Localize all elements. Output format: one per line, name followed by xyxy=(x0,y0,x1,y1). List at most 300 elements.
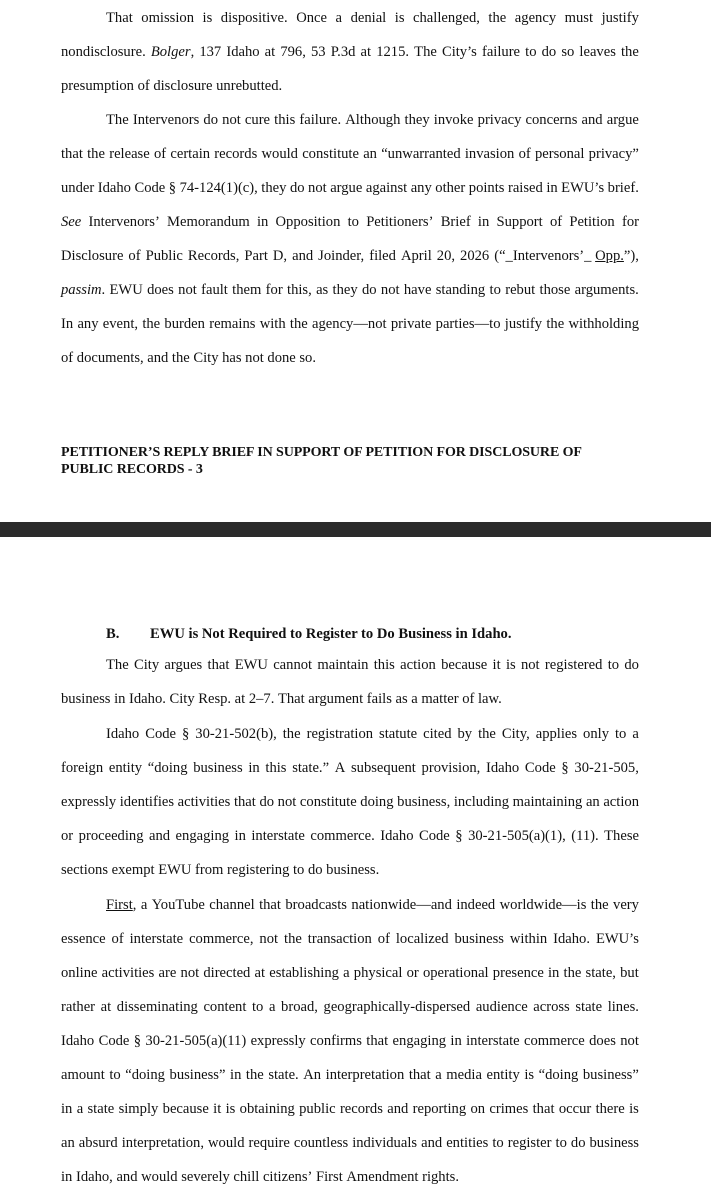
word: essence xyxy=(61,931,106,947)
body-line xyxy=(106,656,639,674)
word: of xyxy=(549,214,563,230)
word: them xyxy=(232,282,262,298)
word: in xyxy=(546,180,558,196)
word: disclosure xyxy=(153,78,213,94)
word: engaging xyxy=(392,1033,447,1049)
word: EWU’s xyxy=(595,931,639,947)
word: not xyxy=(620,1033,639,1049)
word: business xyxy=(589,1135,639,1151)
word: denial xyxy=(350,10,387,26)
word: simply xyxy=(118,1101,159,1117)
word: the xyxy=(563,965,582,981)
word: These xyxy=(604,828,639,844)
word: release xyxy=(109,146,150,162)
word: expressly xyxy=(61,794,117,810)
word: withholding xyxy=(568,316,639,332)
word: rebut xyxy=(505,282,536,298)
word: for xyxy=(265,282,283,298)
word: to xyxy=(293,862,305,878)
body-line xyxy=(106,725,639,743)
word: passim. xyxy=(61,282,106,298)
word: commerce, xyxy=(189,931,254,947)
word: worldwide—is xyxy=(499,897,587,913)
word: it xyxy=(492,657,501,673)
page-break-divider xyxy=(0,522,711,537)
footer-caption xyxy=(61,444,661,478)
word: personal xyxy=(534,146,585,162)
word: in xyxy=(548,965,560,981)
word: fails xyxy=(366,691,392,707)
word: and xyxy=(387,1101,409,1117)
word: with xyxy=(259,316,286,332)
word: is xyxy=(225,1101,236,1117)
word: does xyxy=(147,282,174,298)
word: First xyxy=(315,1169,343,1185)
body-line xyxy=(61,998,639,1016)
word: City, xyxy=(501,726,530,742)
word: D, xyxy=(272,248,288,264)
word: state, xyxy=(585,965,616,981)
body-line xyxy=(61,759,639,777)
word: argument xyxy=(308,691,364,707)
word: business. xyxy=(326,862,380,878)
word: EWU xyxy=(158,862,192,878)
word: 30-21-505(a)(1), xyxy=(468,828,566,844)
word: of xyxy=(153,146,167,162)
word: business” xyxy=(582,1067,639,1083)
word: physical xyxy=(353,965,403,981)
word: not xyxy=(520,657,540,673)
word: the xyxy=(87,146,105,162)
word: any xyxy=(77,316,99,332)
word: geographically-dispersed xyxy=(323,999,471,1015)
word: § xyxy=(168,180,177,196)
word: Code xyxy=(98,1033,130,1049)
word: that xyxy=(233,794,256,810)
word: on xyxy=(470,1101,486,1117)
word: maintain xyxy=(317,657,369,673)
word: proceeding xyxy=(78,828,144,844)
word: business xyxy=(61,691,111,707)
word: Idaho xyxy=(61,1033,95,1049)
word: Idaho xyxy=(106,726,140,742)
word: a xyxy=(140,897,148,913)
word: Amendment xyxy=(346,1169,419,1185)
word: broadcasts xyxy=(285,897,347,913)
word: Code xyxy=(418,828,450,844)
word: the xyxy=(546,316,565,332)
word: In xyxy=(61,316,74,332)
word: “unwarranted xyxy=(381,146,461,162)
word: not xyxy=(245,350,264,366)
body-line xyxy=(61,315,639,333)
word: Intervenors xyxy=(132,112,200,128)
body-line xyxy=(61,145,639,163)
word: localized xyxy=(395,931,449,947)
word: 1215. xyxy=(376,44,410,60)
word: records xyxy=(339,1101,383,1117)
word: state. xyxy=(268,1067,299,1083)
word: interpretation xyxy=(325,1067,405,1083)
word: privacy xyxy=(477,112,522,128)
word: doing xyxy=(360,794,394,810)
word: of xyxy=(137,78,150,94)
word: not xyxy=(180,965,200,981)
word: the xyxy=(284,931,302,947)
body-line xyxy=(106,896,639,914)
word: to xyxy=(347,214,359,230)
word: do xyxy=(362,282,377,298)
word: justify xyxy=(504,316,543,332)
body-line xyxy=(61,793,639,811)
word: register xyxy=(507,1135,552,1151)
word: this xyxy=(373,657,395,673)
word: Records, xyxy=(187,248,240,264)
word: An xyxy=(303,1067,322,1083)
word: Part xyxy=(244,248,268,264)
word: Public xyxy=(145,248,183,264)
word: in xyxy=(248,760,260,776)
word: to xyxy=(614,726,627,742)
word: EWU xyxy=(234,657,268,673)
body-line xyxy=(61,1168,639,1186)
word: maintaining xyxy=(512,794,583,810)
word: failure xyxy=(481,44,521,60)
word: points xyxy=(468,180,505,196)
word: action xyxy=(603,794,639,810)
word: interpretation, xyxy=(121,1135,204,1151)
body-line xyxy=(61,179,639,197)
word: chill xyxy=(233,1169,260,1185)
word: operational xyxy=(422,965,489,981)
word: is xyxy=(505,657,516,673)
word: That xyxy=(106,10,133,26)
word: under xyxy=(61,180,95,196)
word: the xyxy=(478,726,496,742)
word: presence xyxy=(492,965,544,981)
body-line xyxy=(61,930,639,948)
word: Memorandum xyxy=(167,214,250,230)
word: at xyxy=(234,691,246,707)
word: at xyxy=(254,965,266,981)
word: expressly xyxy=(250,1033,306,1049)
word: omission xyxy=(141,10,194,26)
word: entity xyxy=(486,1067,520,1083)
word: 30-21-505(a)(11) xyxy=(145,1033,247,1049)
word: that xyxy=(259,897,281,913)
word: § xyxy=(133,1033,142,1049)
word: 20, xyxy=(436,248,456,264)
word: but xyxy=(620,965,639,981)
word: severely xyxy=(181,1169,230,1185)
word: to xyxy=(555,1135,567,1151)
word: (“_Intervenors’_ Opp.”), xyxy=(494,248,639,264)
word: nationwide—and xyxy=(351,897,452,913)
word: an xyxy=(363,146,377,162)
word: to xyxy=(525,44,537,60)
body-line xyxy=(61,281,639,299)
word: other xyxy=(435,180,466,196)
word: § xyxy=(182,726,190,742)
word: “doing xyxy=(125,1067,165,1083)
body-line xyxy=(61,43,639,61)
word: do xyxy=(624,657,639,673)
word: and xyxy=(581,112,603,128)
word: the xyxy=(282,726,301,742)
body-line xyxy=(61,1066,639,1084)
word: would xyxy=(208,1135,245,1151)
body-line xyxy=(61,690,639,708)
word: that xyxy=(408,1067,431,1083)
word: it xyxy=(213,1101,222,1117)
word: interstate xyxy=(466,1033,520,1049)
word: do xyxy=(307,862,323,878)
body-line xyxy=(61,349,639,367)
word: Idaho xyxy=(97,180,131,196)
word: a xyxy=(343,965,350,981)
word: and xyxy=(147,350,169,366)
word: the xyxy=(289,316,308,332)
word: 2026 xyxy=(460,248,490,264)
word: individuals xyxy=(352,1135,418,1151)
word: and xyxy=(292,248,314,264)
word: engaging xyxy=(175,828,230,844)
word: at xyxy=(100,999,112,1015)
word: they xyxy=(332,282,358,298)
word: do xyxy=(259,794,275,810)
word: challenged, xyxy=(413,10,480,26)
word: very xyxy=(613,897,639,913)
word: indeed xyxy=(456,897,496,913)
word: 74-124(1)(c), xyxy=(179,180,258,196)
word: require xyxy=(248,1135,290,1151)
word: in xyxy=(450,1033,462,1049)
word: in xyxy=(61,1101,73,1117)
word: concerns xyxy=(525,112,578,128)
word: would xyxy=(141,1169,178,1185)
word: Idaho, xyxy=(75,1169,113,1185)
word: Bolger, xyxy=(150,44,195,60)
word: is xyxy=(202,10,213,26)
word: in xyxy=(256,214,269,230)
word: for xyxy=(621,214,639,230)
word: filed xyxy=(369,248,396,264)
word: Disclosure xyxy=(61,248,124,264)
word: commerce. xyxy=(310,828,375,844)
word: done xyxy=(267,350,296,366)
word: invoke xyxy=(433,112,474,128)
word: the xyxy=(488,10,507,26)
word: of xyxy=(61,350,74,366)
word: agency—not xyxy=(312,316,387,332)
word: that xyxy=(61,146,83,162)
word: The xyxy=(414,44,437,60)
word: records xyxy=(214,146,258,162)
word: Opposition xyxy=(275,214,341,230)
body-line xyxy=(61,213,639,231)
word: private xyxy=(390,316,432,332)
word: to xyxy=(109,1067,121,1083)
word: do xyxy=(570,1135,586,1151)
word: brief. xyxy=(607,180,639,196)
word: nondisclosure. xyxy=(61,44,146,60)
body-line xyxy=(61,827,639,845)
word: registered xyxy=(544,657,603,673)
word: agency xyxy=(514,10,557,26)
word: leaves xyxy=(579,44,616,60)
word: presumption xyxy=(61,78,134,94)
word: not xyxy=(222,112,241,128)
word: and xyxy=(148,828,171,844)
word: state xyxy=(575,999,603,1015)
word: “doing xyxy=(147,760,188,776)
word: do xyxy=(289,180,305,196)
word: YouTube xyxy=(151,897,205,913)
word: Code xyxy=(145,726,177,742)
word: a xyxy=(632,726,639,742)
word: any xyxy=(410,180,432,196)
word: public xyxy=(299,1101,336,1117)
word: event, xyxy=(102,316,139,332)
word: confirms xyxy=(310,1033,362,1049)
word: City xyxy=(169,691,195,707)
word: Although xyxy=(345,112,401,128)
word: EWU’s xyxy=(561,180,605,196)
word: action xyxy=(400,657,436,673)
word: privacy” xyxy=(588,146,639,162)
word: not xyxy=(178,282,197,298)
word: state.” xyxy=(292,760,330,776)
word: invasion xyxy=(464,146,515,162)
word: and xyxy=(421,1135,443,1151)
word: including xyxy=(453,794,509,810)
word: 53 xyxy=(310,44,326,60)
word: establishing xyxy=(269,965,339,981)
word: this, xyxy=(287,282,312,298)
word: foreign xyxy=(61,760,104,776)
word: crimes xyxy=(489,1101,529,1117)
word: from xyxy=(195,862,224,878)
word: a xyxy=(76,1101,84,1117)
word: City xyxy=(133,657,160,673)
word: EWU xyxy=(109,282,143,298)
word: rather xyxy=(61,999,96,1015)
word: lines. xyxy=(607,999,639,1015)
word: April xyxy=(400,248,432,264)
word: across xyxy=(533,999,570,1015)
word: as xyxy=(316,282,329,298)
word: or xyxy=(61,828,74,844)
word: countless xyxy=(293,1135,349,1151)
word: City’s xyxy=(441,44,477,60)
word: so xyxy=(561,44,575,60)
word: See xyxy=(61,214,82,230)
word: interstate xyxy=(129,931,184,947)
word: Brief xyxy=(440,214,471,230)
word: A xyxy=(334,760,346,776)
word: rights. xyxy=(422,1169,459,1185)
word: registering xyxy=(226,862,290,878)
word: business, xyxy=(397,794,451,810)
word: Petition xyxy=(569,214,615,230)
word: those xyxy=(539,282,571,298)
word: that xyxy=(532,1101,555,1117)
word: reporting xyxy=(412,1101,467,1117)
footer-line: PETITIONER’S REPLY BRIEF IN SUPPORT OF PETITION FOR DISCLOSURE OF xyxy=(61,445,582,460)
word: failure. xyxy=(299,112,342,128)
body-line xyxy=(61,1134,639,1152)
word: is xyxy=(524,1067,535,1083)
word: parties—to xyxy=(435,316,501,332)
word: of xyxy=(377,931,390,947)
word: has xyxy=(222,350,242,366)
word: does xyxy=(589,1033,616,1049)
word: in xyxy=(477,214,490,230)
word: so. xyxy=(299,350,316,366)
word: Code xyxy=(134,180,166,196)
word: not xyxy=(259,931,279,947)
word: to xyxy=(607,657,620,673)
word: and xyxy=(116,1169,138,1185)
word: provision, xyxy=(421,760,481,776)
word: 30-21-502(b), xyxy=(195,726,277,742)
word: of xyxy=(462,691,475,707)
word: would xyxy=(261,146,298,162)
word: identifies xyxy=(119,794,175,810)
word: is xyxy=(629,1101,639,1117)
page-1 xyxy=(0,0,711,522)
word: because xyxy=(441,657,488,673)
word: Code xyxy=(524,760,556,776)
body-line xyxy=(61,861,639,879)
page-2 xyxy=(0,537,711,1200)
word: exempt xyxy=(111,862,155,878)
body-line xyxy=(61,1032,639,1050)
section-title: EWU is Not Required to Register to Do Business in Idaho. xyxy=(150,626,512,642)
word: Idaho. xyxy=(129,691,166,707)
body-line xyxy=(106,111,639,129)
word: § xyxy=(455,828,463,844)
word: (11). xyxy=(571,828,599,844)
word: directed xyxy=(203,965,251,981)
word: cited xyxy=(423,726,452,742)
word: the xyxy=(245,1067,264,1083)
word: raised xyxy=(507,180,543,196)
word: Idaho xyxy=(486,760,520,776)
word: citizens’ xyxy=(262,1169,313,1185)
word: Idaho. xyxy=(553,931,591,947)
word: not xyxy=(380,282,400,298)
word: Idaho xyxy=(226,44,260,60)
word: 30-21-505, xyxy=(574,760,639,776)
word: channel xyxy=(209,897,255,913)
word: business xyxy=(454,931,504,947)
word: at xyxy=(264,44,276,60)
word: standing xyxy=(435,282,486,298)
word: 2–7. xyxy=(248,691,275,707)
word: do xyxy=(203,112,219,128)
word: applies xyxy=(535,726,578,742)
word: entities xyxy=(446,1135,489,1151)
word: only xyxy=(583,726,609,742)
body-line xyxy=(61,77,639,95)
word: 137 xyxy=(199,44,222,60)
word: as xyxy=(395,691,408,707)
word: subsequent xyxy=(350,760,416,776)
word: 796, xyxy=(280,44,306,60)
word: not xyxy=(277,794,297,810)
word: P.3d xyxy=(330,44,356,60)
